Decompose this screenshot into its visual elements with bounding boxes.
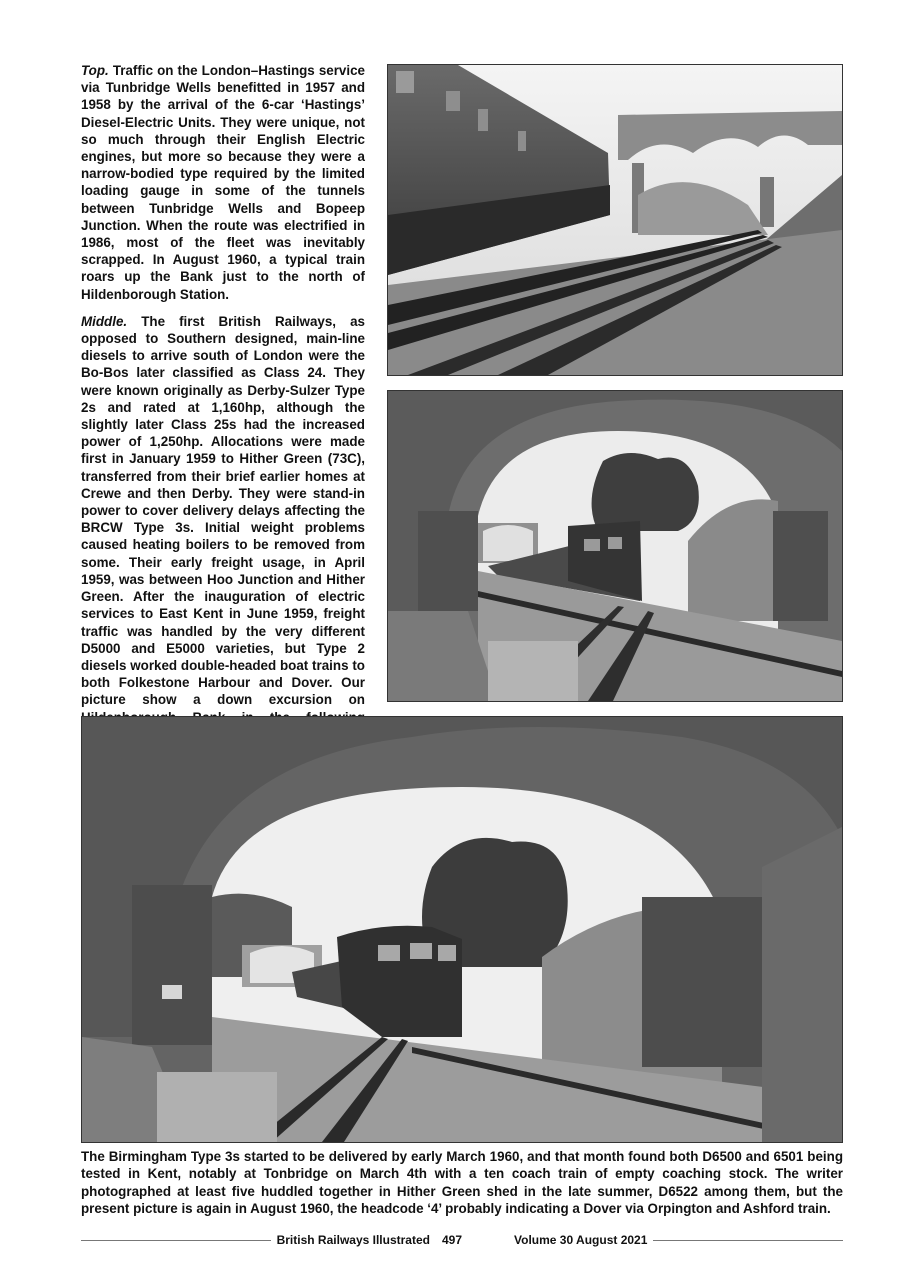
photo-middle [387, 390, 843, 702]
caption-top-text: Traffic on the London–Hastings service via Tunbridge Wells benefitted in 1957 and 1958 by the arrival of the 6-car ‘Hastings’ Diesel-Electric Units. They were unique, not so much through their English Electric engines, but more so because they were a narrow-bodied type required by the limited loading gauge in some of the tunnels between Tunbridge Wells and Bopeep Junction. When the route was electrified in 1986, most of the fleet was inevitably scrapped. In August 1960, a typical train roars up the Bank just to the north of Hildenborough Station. [81, 63, 365, 302]
caption-middle-text: The first British Railways, as opposed to Southern designed, main-line diesels to arrive south of London were the Bo-Bos later classified as Class 24. They were known originally as Derby-Sulzer Type 2s and rated at 1,160hp, although the slightly later Class 25s had the increased power of 1,250hp. Allocations were made first in January 1959 to Hither Green (73C), transferred from their brief earlier homes at Crewe and then Derby. They were stand-in power to cover delivery delays affecting the BRCW Type 3s. Initial weight problems caused heating boilers to be removed from some. Their early freight usage, in April 1959, was between Hoo Junction and Hither Green. After the inauguration of electric services to East Kent in June 1959, freight traffic was handled by the very different D5000 and E5000 varieties, but Type 2 diesels worked double-headed boat trains to both Folkestone Harbour and Dover. Our picture show a down excursion on [81, 313, 365, 708]
caption-middle-lead: Middle. [81, 313, 128, 329]
footer-rule-right [653, 1240, 843, 1241]
caption-top [81, 62, 365, 303]
photo-middle-image [388, 391, 842, 701]
photo-top [387, 64, 843, 376]
caption-top-lead: Top. [81, 63, 109, 78]
caption-middle [81, 313, 365, 743]
footer-issue: Volume 30 August 2021 [514, 1233, 648, 1247]
caption-column [81, 62, 365, 753]
photo-bottom-image [82, 717, 842, 1142]
photo-bottom [81, 716, 843, 1143]
footer-rule-left [81, 1240, 271, 1241]
photo-top-image [388, 65, 842, 375]
footer-page-number: 497 [441, 1233, 463, 1247]
page-footer [81, 1232, 843, 1248]
caption-bottom: The Birmingham Type 3s started to be delivered by early March 1960, and that month found both D6500 and 6501 being tested in Kent, notably at Tonbridge on March 4th with a ten coach train of empty coaching stock. The writer photographed at least five huddled together in Hither Green shed in the late summer, D6522 among them, but the present picture is again in August 1960, the headcode ‘4’ probably indicating a Dover via Orpington and Ashford train. [81, 1149, 843, 1217]
footer-publication: British Railways Illustrated [276, 1233, 430, 1247]
